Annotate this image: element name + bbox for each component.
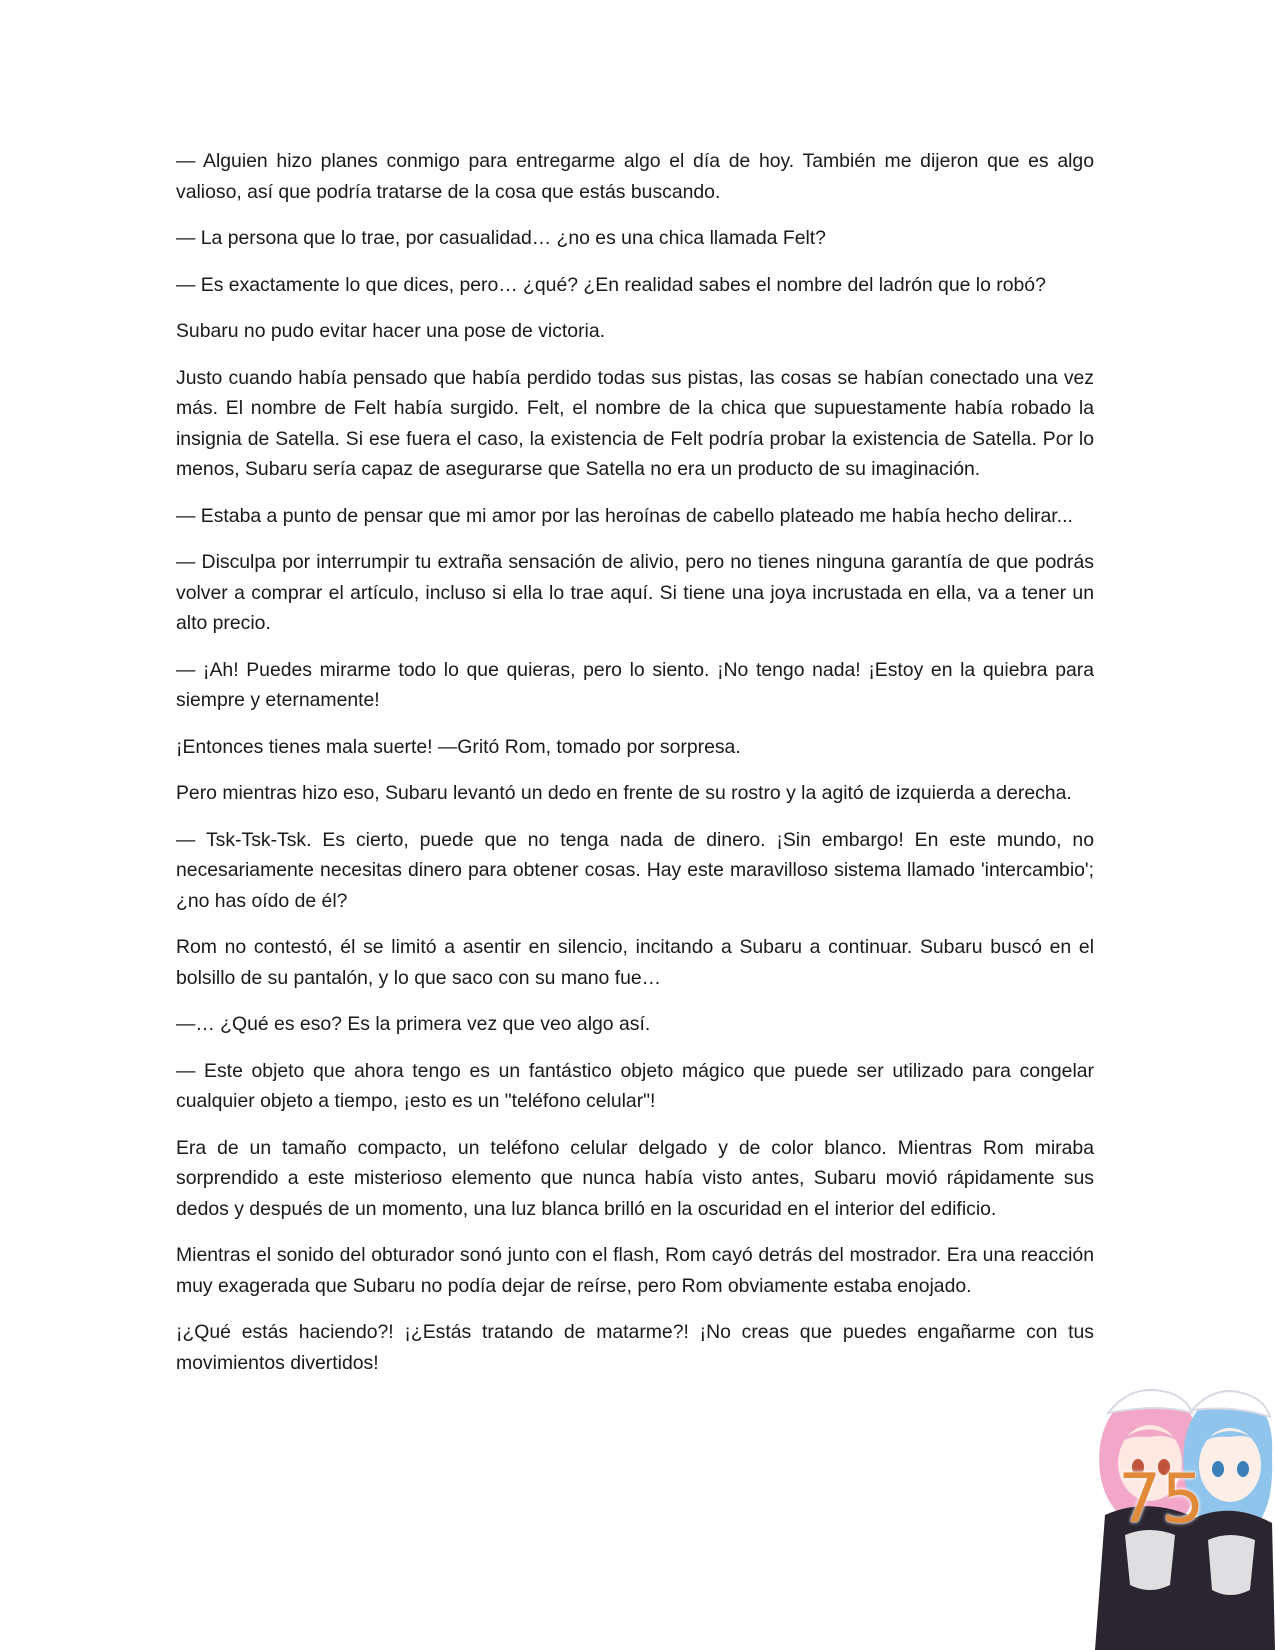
paragraph-9: ¡Entonces tienes mala suerte! —Gritó Rom, tomado por sorpresa. [176,735,741,758]
paragraph-8: — ¡Ah! Puedes mirarme todo lo que quieras, pero lo siento. ¡No tengo nada! ¡Estoy en la quiebra para siempre y eternamente! [176,658,1094,711]
paragraph-5: Justo cuando había pensado que había perdido todas sus pistas, las cosas se habían conectado una vez más. El nombre de Felt había surgido. Felt, el nombre de la chica que supuestamente había robado la insignia de Satella. Si ese fuera el caso, la existencia de Felt podría probar la existencia de Satella. Por lo menos, Subaru sería capaz de asegurarse que Satella no era un producto de su imaginación. [176,366,1094,480]
paragraph-2: — La persona que lo trae, por casualidad… ¿no es una chica llamada Felt? [176,227,826,249]
paragraph-4: Subaru no pudo evitar hacer una pose de victoria. [176,320,606,342]
paragraph-6: — Estaba a punto de pensar que mi amor por las heroínas de cabello plateado me había hecho delirar... [176,504,1073,527]
paragraph-3: — Es exactamente lo que dices, pero… ¿qué? ¿En realidad sabes el nombre del ladrón que lo robó? [176,273,1046,296]
body-text [176,146,1094,1394]
paragraph-17: ¡¿Qué estás haciendo?! ¡¿Estás tratando de matarme?! ¡No creas que puedes engañarme con tus movimientos divertidos! [176,1321,1094,1374]
paragraph-14: — Este objeto que ahora tengo es un fantástico objeto mágico que puede ser utilizado para congelar cualquier objeto a tiempo, ¡esto es un "teléfono celular"! [176,1059,1094,1112]
paragraph-12: Rom no contestó, él se limitó a asentir en silencio, incitando a Subaru a continuar. Subaru buscó en el bolsillo de su pantalón, y lo que saco con su mano fue… [176,936,1094,989]
paragraph-13: —… ¿Qué es eso? Es la primera vez que veo algo así. [176,1013,651,1035]
page-number: 75 [1118,1460,1205,1539]
paragraph-16: Mientras el sonido del obturador sonó junto con el flash, Rom cayó detrás del mostrador. Era una reacción muy exagerada que Subaru no podía dejar de reírse, pero Rom obviamente estaba enojado. [176,1244,1094,1297]
paragraph-11: — Tsk-Tsk-Tsk. Es cierto, puede que no tenga nada de dinero. ¡Sin embargo! En este mundo, no necesariamente necesitas dinero para obtener cosas. Hay este maravilloso sistema llamado 'intercambio'; ¿no has oído de él? [176,828,1094,912]
paragraph-10: Pero mientras hizo eso, Subaru levantó un dedo en frente de su rostro y la agitó de izquierda a derecha. [176,782,1072,804]
paragraph-15: Era de un tamaño compacto, un teléfono celular delgado y de color blanco. Mientras Rom miraba sorprendido a este misterioso elemento que nunca había visto antes, Subaru movió rápidamente sus dedos y después de un momento, una luz blanca brilló en la oscuridad en el interior del edificio. [176,1136,1094,1220]
paragraph-7: — Disculpa por interrumpir tu extraña sensación de alivio, pero no tienes ninguna garantía de que podrás volver a comprar el artículo, incluso si ella lo trae aquí. Si tiene una joya incrustada en ella, va a tener un alto precio. [176,551,1094,634]
paragraph-1: — Alguien hizo planes conmigo para entregarme algo el día de hoy. También me dijeron que es algo valioso, así que podría tratarse de la cosa que estás buscando. [176,150,1094,203]
